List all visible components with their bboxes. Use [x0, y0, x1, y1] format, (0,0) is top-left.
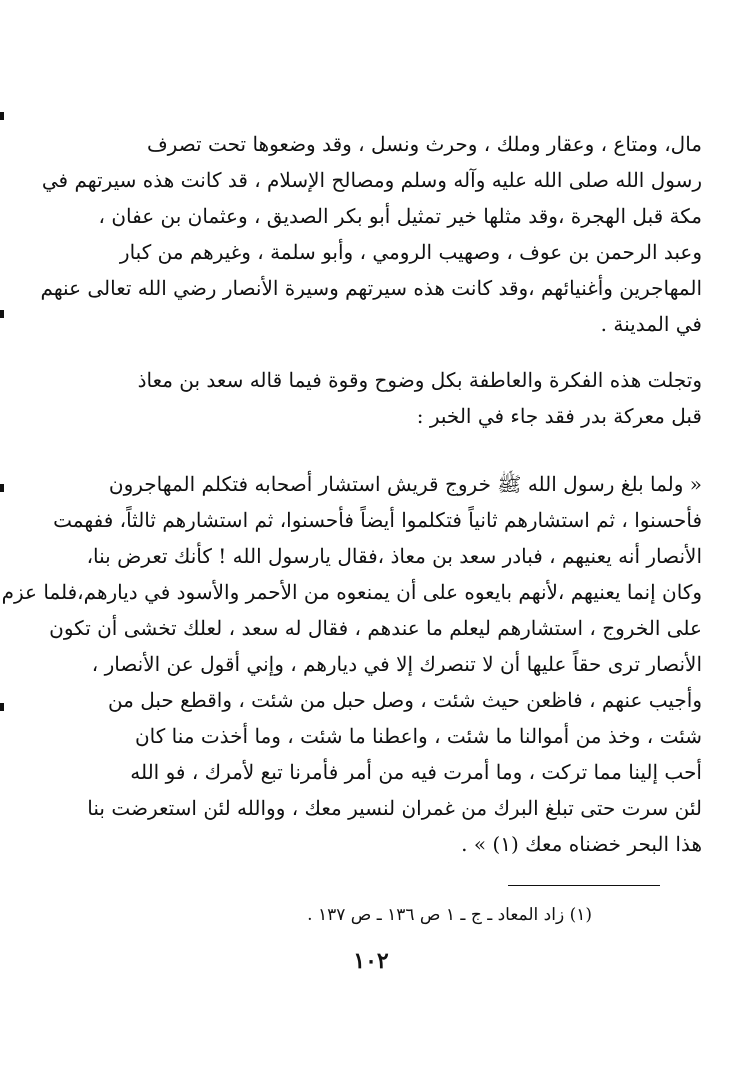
page-number: ١٠٢	[353, 948, 389, 974]
margin-mark	[0, 703, 4, 711]
margin-mark	[0, 310, 4, 318]
margin-mark	[0, 484, 4, 492]
text-line: شئت ، وخذ من أموالنا ما شئت ، واعطنا ما شئت ، وما أخذت منا كان	[134, 724, 702, 748]
text-line: أحب إلينا مما تركت ، وما أمرت فيه من أمر فأمرنا تبع لأمرك ، فو الله	[130, 760, 702, 784]
paragraph-2	[80, 362, 702, 434]
text-line: وأجيب عنهم ، فاظعن حيث شئت ، وصل حبل من شئت ، واقطع حبل من	[107, 688, 702, 712]
text-line: لئن سرت حتى تبلغ البرك من غمران لنسير معك ، ووالله لئن استعرضت بنا	[87, 796, 702, 820]
text-line: المهاجرين وأغنيائهم ،وقد كانت هذه سيرتهم وسيرة الأنصار رضي الله تعالى عنهم	[40, 276, 702, 300]
footnote-divider	[508, 885, 660, 886]
text-line: فأحسنوا ، ثم استشارهم ثانياً فتكلموا أيضاً فأحسنوا، ثم استشارهم ثالثاً، ففهمت	[53, 508, 702, 532]
text-line: قبل معركة بدر فقد جاء في الخبر :	[416, 404, 702, 428]
text-line: وكان إنما يعنيهم ،لأنهم بايعوه على أن يمنعوه من الأحمر والأسود في ديارهم،فلما عزم	[1, 580, 702, 604]
text-line: في المدينة .	[600, 312, 702, 336]
text-line: على الخروج ، استشارهم ليعلم ما عندهم ، فقال له سعد ، لعلك تخشى أن تكون	[49, 616, 702, 640]
text-line: رسول الله صلى الله عليه وآله وسلم ومصالح الإسلام ، قد كانت هذه سيرتهم في	[41, 168, 702, 192]
paragraph-3-quote	[1, 466, 702, 862]
text-line: « ولما بلغ رسول الله ﷺ خروج قريش استشار أصحابه فتكلم المهاجرون	[108, 472, 702, 496]
text-line: وعبد الرحمن بن عوف ، وصهيب الرومي ، وأبو سلمة ، وغيرهم من كبار	[119, 240, 702, 264]
footnote: (١) زاد المعاد ـ ج ـ ١ ص ١٣٦ ـ ص ١٣٧ .	[307, 905, 592, 925]
text-line: وتجلت هذه الفكرة والعاطفة بكل وضوح وقوة فيما قاله سعد بن معاذ	[137, 368, 702, 392]
text-line: الأنصار أنه يعنيهم ، فبادر سعد بن معاذ ،فقال يارسول الله ! كأنك تعرض بنا،	[86, 544, 702, 568]
text-line: مكة قبل الهجرة ،وقد مثلها خير تمثيل أبو بكر الصديق ، وعثمان بن عفان ،	[98, 204, 702, 228]
paragraph-1	[40, 126, 702, 342]
text-line: الأنصار ترى حقاً عليها أن لا تنصرك إلا في ديارهم ، وإني أقول عن الأنصار ،	[91, 652, 702, 676]
text-line: هذا البحر خضناه معك (١) » .	[461, 832, 702, 856]
margin-mark	[0, 112, 4, 120]
text-line: مال، ومتاع ، وعقار وملك ، وحرث ونسل ، وقد وضعوها تحت تصرف	[146, 132, 702, 156]
